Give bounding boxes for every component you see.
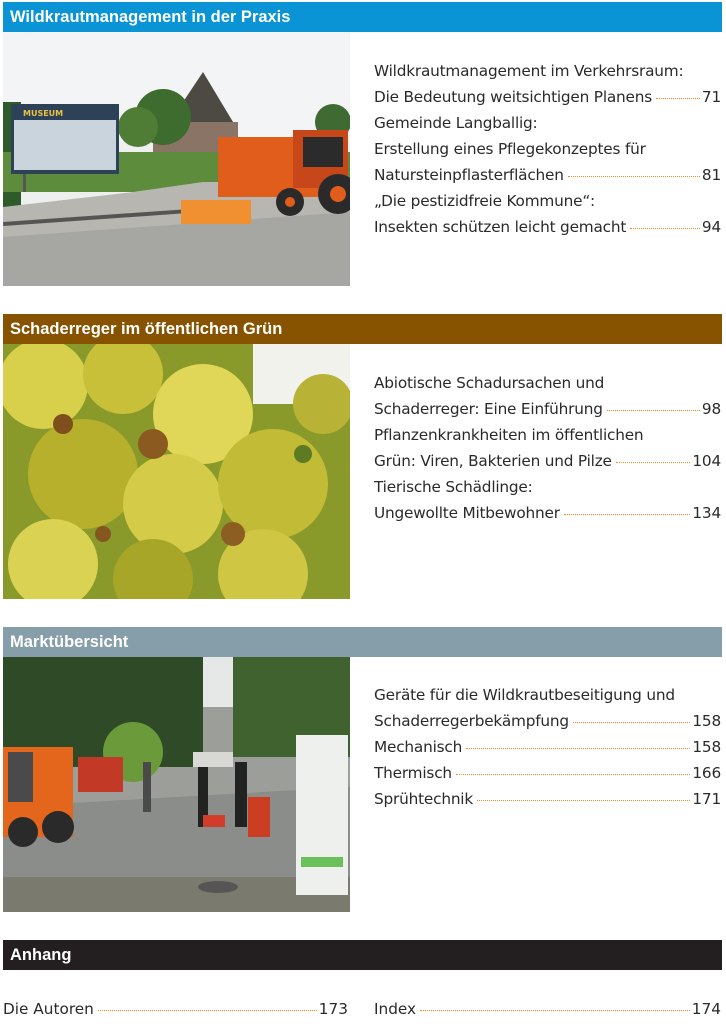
section-header-schaderreger: Schaderreger im öffentlichen Grün <box>3 314 722 344</box>
toc-entry-line[interactable] <box>374 448 721 474</box>
page-number: 81 <box>701 166 721 184</box>
dot-leader <box>564 514 691 515</box>
tractor-mowing-museum-photo <box>3 32 350 286</box>
toc-entry-line[interactable] <box>374 58 721 84</box>
toc-entry-title: Geräte für die Wildkrautbeseitigung und <box>374 686 675 704</box>
toc-entry-title: Schaderreger: Eine Einführung <box>374 400 603 418</box>
dot-leader <box>630 228 700 229</box>
toc-entry-line[interactable] <box>374 84 721 110</box>
toc-entry-title: Thermisch <box>374 764 452 782</box>
page-number: 94 <box>701 218 721 236</box>
page-number: 134 <box>692 504 721 522</box>
yellow-leaves-photo <box>3 344 350 599</box>
toc-entry-line[interactable] <box>374 188 721 214</box>
page-number: 158 <box>692 712 721 730</box>
trade-fair-machines-photo <box>3 657 350 912</box>
toc-group-wildkrautmanagement <box>374 58 721 240</box>
toc-entry-title: Tierische Schädlinge: <box>374 478 533 496</box>
toc-entry-line[interactable] <box>374 214 721 240</box>
section-header-wildkrautmanagement: Wildkrautmanagement in der Praxis <box>3 2 722 32</box>
toc-entry-title: Mechanisch <box>374 738 463 756</box>
toc-group-schaderreger <box>374 370 721 526</box>
svg-text:MUSEUM: MUSEUM <box>23 109 64 118</box>
toc-entry-line[interactable] <box>374 500 721 526</box>
toc-entry-title: Erstellung eines Pflegekonzeptes für <box>374 140 646 158</box>
dot-leader <box>466 748 690 749</box>
dot-leader <box>573 722 691 723</box>
toc-entry-title: „Die pestizidfreie Kommune“: <box>374 192 595 210</box>
toc-entry-line[interactable] <box>374 708 721 734</box>
page-number: 71 <box>701 88 721 106</box>
toc-entry-title: Ungewollte Mitbewohner <box>374 504 560 522</box>
toc-entry-title: Die Bedeutung weitsichtigen Planens <box>374 88 653 106</box>
toc-entry-line[interactable] <box>374 422 721 448</box>
toc-entry-line[interactable] <box>374 474 721 500</box>
toc-entry-line[interactable] <box>374 786 721 812</box>
dot-leader <box>616 462 691 463</box>
toc-entry-line[interactable] <box>374 682 721 708</box>
page-number: 173 <box>318 1000 348 1018</box>
section-header-marktuebersicht: Marktübersicht <box>3 627 722 657</box>
page-number: 98 <box>701 400 721 418</box>
page-number: 171 <box>692 790 721 808</box>
dot-leader <box>420 1010 690 1011</box>
dot-leader <box>477 800 690 801</box>
toc-entry-die-autoren[interactable] <box>3 996 348 1022</box>
toc-entry-title: Wildkrautmanagement im Verkehrsraum: <box>374 62 684 80</box>
toc-entry-title: Die Autoren <box>3 1000 94 1018</box>
toc-entry-line[interactable] <box>374 370 721 396</box>
page-number: 174 <box>691 1000 721 1018</box>
toc-group-marktuebersicht <box>374 682 721 812</box>
toc-entry-title: Natursteinpflasterflächen <box>374 166 564 184</box>
dot-leader <box>656 98 700 99</box>
dot-leader <box>607 410 700 411</box>
toc-entry-index[interactable] <box>374 996 721 1022</box>
toc-entry-title: Insekten schützen leicht gemacht <box>374 218 627 236</box>
dot-leader <box>456 774 690 775</box>
dot-leader <box>98 1010 317 1011</box>
page-number: 166 <box>692 764 721 782</box>
toc-entry-title: Index <box>374 1000 417 1018</box>
toc-entry-line[interactable] <box>374 136 721 162</box>
toc-entry-title: Pflanzenkrankheiten im öffentlichen <box>374 426 644 444</box>
toc-entry-title: Gemeinde Langballig: <box>374 114 538 132</box>
toc-entry-line[interactable] <box>374 734 721 760</box>
page-number: 104 <box>692 452 721 470</box>
dot-leader <box>568 176 700 177</box>
toc-entry-line[interactable] <box>374 396 721 422</box>
toc-entry-title: Abiotische Schadursachen und <box>374 374 605 392</box>
page-number: 158 <box>692 738 721 756</box>
toc-entry-title: Schaderregerbekämpfung <box>374 712 569 730</box>
toc-entry-title: Grün: Viren, Bakterien und Pilze <box>374 452 612 470</box>
section-header-anhang: Anhang <box>3 940 722 970</box>
toc-entry-line[interactable] <box>374 162 721 188</box>
toc-entry-line[interactable] <box>374 110 721 136</box>
toc-entry-line[interactable] <box>374 760 721 786</box>
toc-entry-title: Sprühtechnik <box>374 790 474 808</box>
